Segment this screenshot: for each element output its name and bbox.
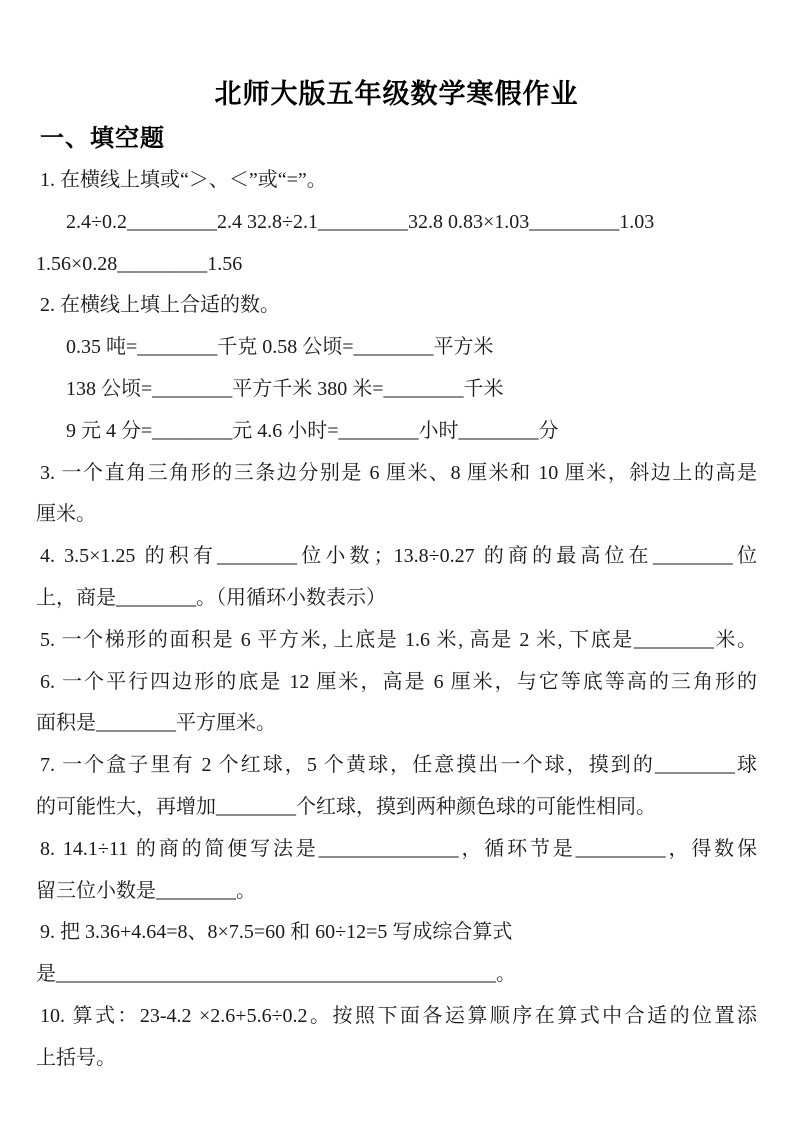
question-2-line-1: 2. 在横线上填上合适的数。 [40,294,280,317]
question-6-line-1: 6. 一个平行四边形的底是 12 厘米，高是 6 厘米，与它等底等高的三角形的 [40,670,757,693]
section-heading-fill-in-blanks: 一、填空题 [40,125,165,152]
question-4-line-2: 上，商是________。（用循环小数表示） [36,586,386,609]
question-6-line-2: 面积是________平方厘米。 [36,712,276,735]
question-8-line-1: 8. 14.1÷11 的商的简便写法是______________，循环节是_________，得数保 [40,837,757,860]
question-5-line-1: 5. 一个梯形的面积是 6 平方米, 上底是 1.6 米, 高是 2 米, 下底是________米。 [40,628,757,651]
question-1-line-3: 1.56×0.28_________1.56 [36,252,243,275]
question-8-line-2: 留三位小数是________。 [36,879,256,902]
question-2-line-2: 0.35 吨=________千克 0.58 公顷=________平方米 [66,336,494,359]
question-9-line-1: 9. 把 3.36+4.64=8、8×7.5=60 和 60÷12=5 写成综合算式 [40,921,513,944]
worksheet-body [0,160,793,1080]
question-7-line-1: 7. 一个盒子里有 2 个红球，5 个黄球，任意摸出一个球，摸到的________球 [40,754,757,777]
question-9-line-2: 是____________________________________________。 [36,963,516,986]
question-1-line-1: 1. 在横线上填或“＞、＜”或“=”。 [40,169,327,191]
question-4-line-1: 4. 3.5×1.25 的积有________位小数；13.8÷0.27 的商的最高位在________位 [40,545,757,568]
question-3-line-1: 3. 一个直角三角形的三条边分别是 6 厘米、8 厘米和 10 厘米，斜边上的高是 [40,461,757,484]
question-10-line-2: 上括号。 [36,1046,116,1069]
question-2-line-3: 138 公顷=________平方千米 380 米=________千米 [66,377,504,400]
question-2-line-4: 9 元 4 分=________元 4.6 小时=________小时________分 [66,419,559,442]
question-7-line-2: 的可能性大，再增加________个红球，摸到两种颜色球的可能性相同。 [36,795,656,818]
page-title: 北师大版五年级数学寒假作业 [214,79,579,109]
question-3-line-2: 厘米。 [36,503,96,526]
question-1-line-2: 2.4÷0.2_________2.4 32.8÷2.1_________32.8 0.83×1.03_________1.03 [66,210,655,233]
question-10-line-1: 10. 算式：23-4.2 ×2.6+5.6÷0.2。按照下面各运算顺序在算式中合适的位置添 [40,1004,757,1027]
